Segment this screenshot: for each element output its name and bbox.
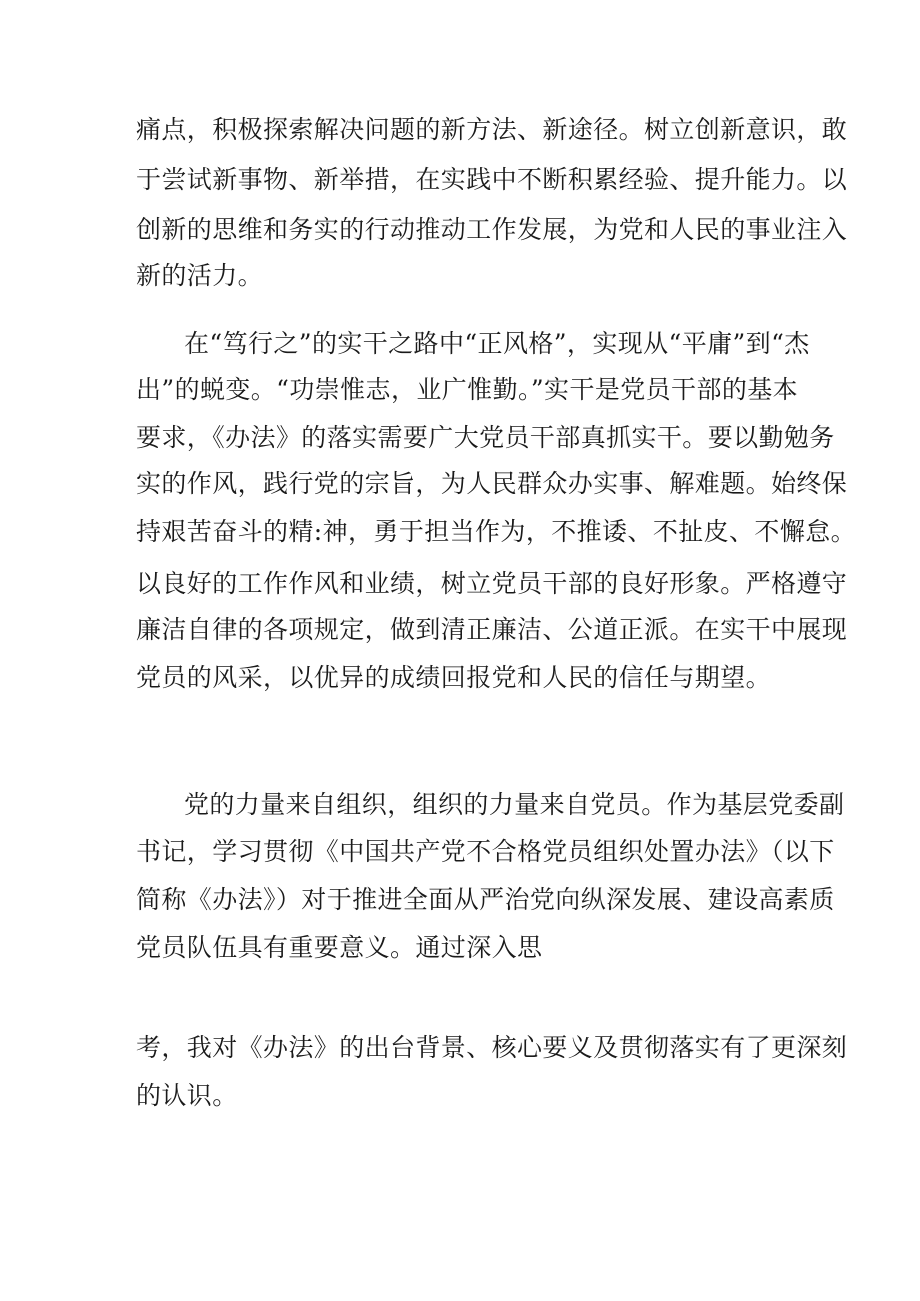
text-line: 的认识。 xyxy=(136,1081,238,1110)
text-line: 书记，学习贯彻《中国共产党不合格党员组织处置办法》（以下 xyxy=(136,837,835,866)
text-line: 出”的蜕变。“功崇惟志，业广惟勤。”实干是党员干部的基本 xyxy=(136,375,799,404)
text-line: 考，我对《办法》的出台背景、核心要义及贯彻落实有了更深刻 xyxy=(136,1033,848,1062)
text-line: 实的作风，践行党的宗旨，为人民群众办实事、解难题。始终保 xyxy=(136,469,848,498)
text-line: 于尝试新事物、新举措，在实践中不断积累经验、提升能力。以 xyxy=(136,165,848,194)
text-line: 持艰苦奋斗的精:神，勇于担当作为，不推诿、不扯皮、不懈怠。 xyxy=(136,517,857,546)
text-line: 要求，《办法》的落实需要广大党员干部真抓实干。要以勤勉务 xyxy=(136,423,835,452)
text-line: 党员的风采，以优异的成绩回报党和人民的信任与期望。 xyxy=(136,663,772,692)
text-line: 以良好的工作作风和业绩，树立党员干部的良好形象。严格遵守 xyxy=(136,569,848,598)
text-line: 党员队伍具有重要意义。通过深入思 xyxy=(136,933,543,962)
text-line: 在“笃行之”的实干之路中“正风格”，实现从“平庸”到“杰 xyxy=(184,329,810,358)
text-line: 党的力量来自组织，组织的力量来自党员。作为基层党委副 xyxy=(184,790,845,819)
text-line: 廉洁自律的各项规定，做到清正廉洁、公道正派。在实干中展现 xyxy=(136,615,848,644)
text-line: 新的活力。 xyxy=(136,261,264,290)
text-line: 创新的思维和务实的行动推动工作发展，为党和人民的事业注入 xyxy=(136,215,848,244)
text-line: 痛点，积极探索解决问题的新方法、新途径。树立创新意识，敢 xyxy=(136,115,848,144)
text-line: 简称《办法》）对于推进全面从严治党向纵深发展、建设高素质 xyxy=(136,885,835,914)
